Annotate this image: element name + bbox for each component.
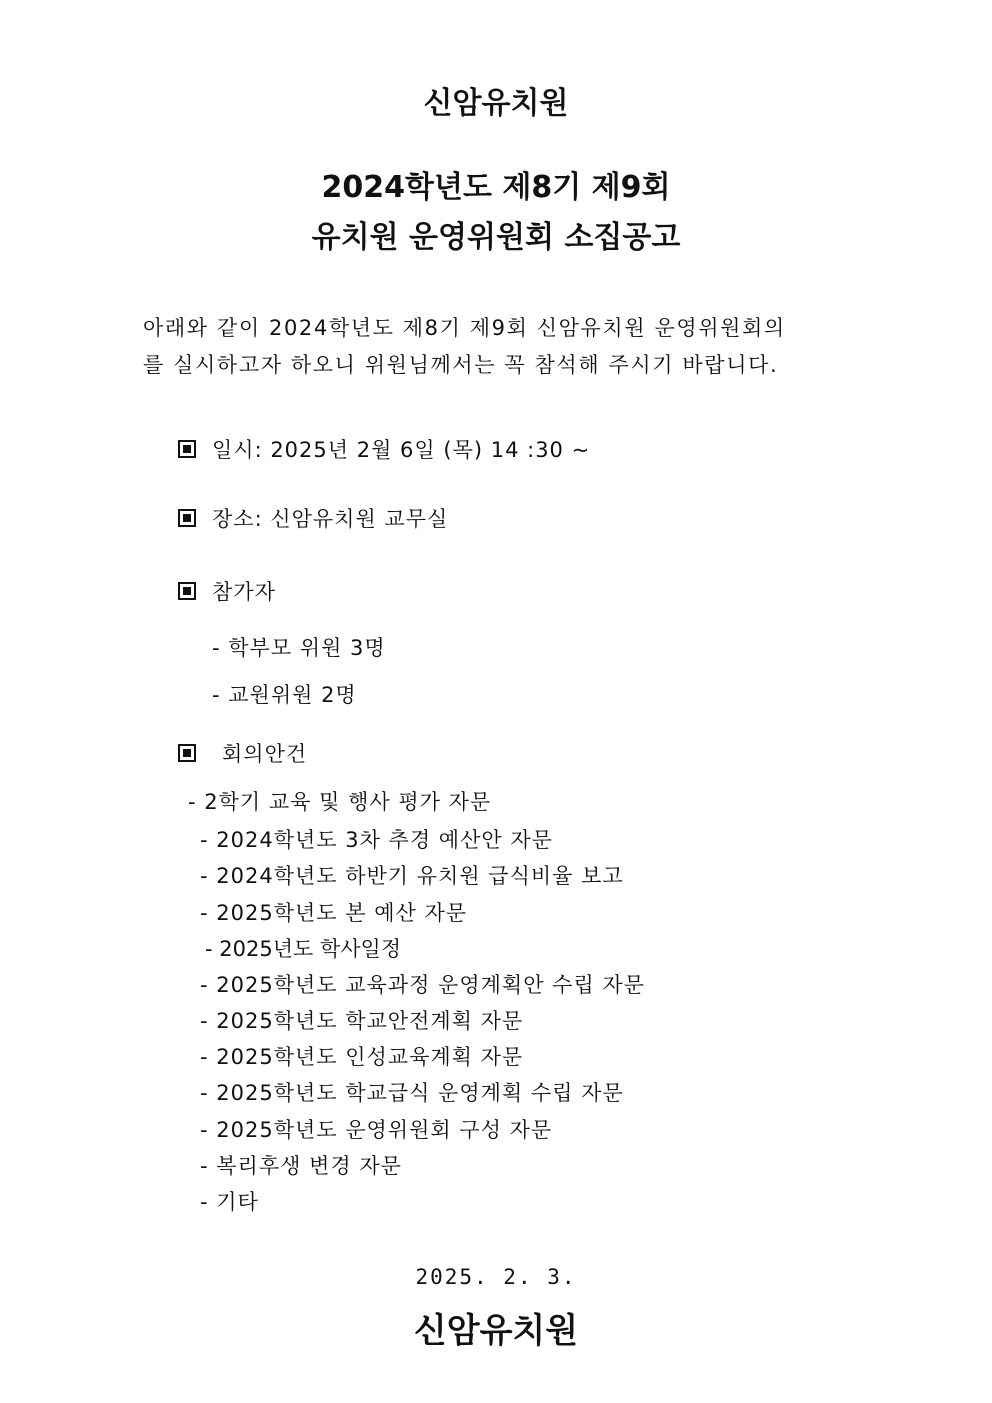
organization-header: 신암유치원 [423,86,569,121]
intro-line2: 를 실시하고자 하오니 위원님께서는 꼭 참석해 주시기 바랍니다. [143,353,779,377]
agenda-item: - 2025학년도 교육과정 운영계획안 수립 자문 [200,973,645,997]
agenda-item: - 2025학년도 본 예산 자문 [200,901,468,925]
bullet-square-icon [178,440,196,458]
agenda-item: - 2025학년도 인성교육계획 자문 [200,1045,524,1069]
agenda-item: - 2024학년도 하반기 유치원 급식비율 보고 [200,864,624,888]
agenda-item: - 2025년도 학사일정 [205,937,402,961]
agenda-item: - 2024학년도 3차 추경 예산안 자문 [200,828,553,852]
notice-date: 2025. 2. 3. [415,1265,577,1289]
participant-item: - 교원위원 2명 [212,683,357,707]
agenda-heading: 회의안건 [222,742,308,766]
agenda-item: - 2025학년도 학교급식 운영계획 수립 자문 [200,1081,624,1105]
bullet-square-icon [178,582,196,600]
notice-title-line1: 2024학년도 제8기 제9회 [321,170,671,205]
place-section [178,503,448,533]
bullet-square-icon [178,509,196,527]
agenda-item: - 2025학년도 운영위원회 구성 자문 [200,1118,553,1142]
agenda-item: - 2025학년도 학교안전계획 자문 [200,1009,524,1033]
agenda-section [178,738,307,768]
datetime-section [178,434,590,464]
agenda-item: - 기타 [200,1190,259,1214]
intro-line1: 아래와 같이 2024학년도 제8기 제9회 신암유치원 운영위원회의 [143,316,786,340]
datetime-text: 일시: 2025년 2월 6일 (목) 14 :30 ~ [212,438,591,462]
participant-item: - 학부모 위원 3명 [212,636,386,660]
participants-heading: 참가자 [212,580,276,604]
organization-signature: 신암유치원 [413,1311,579,1351]
agenda-item: - 2학기 교육 및 행사 평가 자문 [188,790,492,814]
notice-title-line2: 유치원 운영위원회 소집공고 [311,220,681,255]
agenda-item: - 복리후생 변경 자문 [200,1154,402,1178]
place-text: 장소: 신암유치원 교무실 [212,507,449,531]
participants-section [178,576,276,606]
bullet-square-icon [178,744,196,762]
